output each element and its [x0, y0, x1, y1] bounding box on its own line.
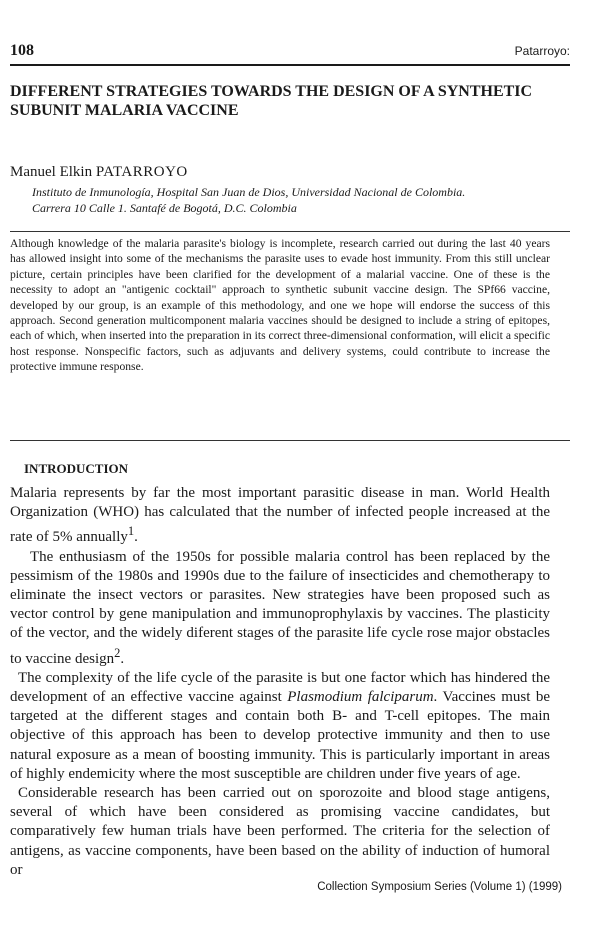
paragraph-3	[10, 669, 550, 784]
affiliation-line-2: Carrera 10 Calle 1. Santafé de Bogotá, D.C. Colombia	[32, 201, 297, 215]
paragraph-3-text-a: The complexity of the life cycle of the parasite is but one factor which has hindered the development of an effective vaccine against	[10, 669, 550, 706]
citation-2: 2	[114, 645, 121, 660]
paragraph-2	[10, 548, 550, 669]
page-header	[10, 42, 570, 64]
section-heading-introduction: INTRODUCTION	[24, 461, 129, 476]
abstract-bottom-rule	[10, 440, 570, 441]
author-last-name: PATARROYO	[95, 164, 188, 180]
citation-1: 1	[127, 524, 135, 539]
paragraph-2-text: The enthusiasm of the 1950s for possible malaria control has been replaced by the pessimism of the 1980s and 1990s due to the failure of insecticides and chemotherapy to eliminate the insect vectors or parasites. New strategies have been proposed such as vector control by gene manipulation and immunoprophylaxis by vaccines. The plasticity of the vector, and the widely diferent stages of the parasite life cycle rose major obstacles to vaccine design	[10, 548, 550, 667]
paragraph-2-end: .	[120, 650, 125, 667]
introduction-body	[10, 484, 550, 880]
abstract: Although knowledge of the malaria parasite's biology is incomplete, research carried out during the last 40 years has allowed insight into some of the mechanisms the parasite uses to evade host immunity. From this still unclear picture, certain principles have been clarified for the development of a malarial vaccine. One of these is the necessity to adopt an "antigenic cocktail" approach to synthetic subunit vaccine design. The SPf66 vaccine, developed by our group, is an example of this methodology, and one we hope will endorse the success of this approach. Second generation multicomponent malaria vaccines should be designed to include a string of epitopes, each of which, when inserted into the preparation in its correct three-dimensional conformation, will elicit a specific host response. Nonspecific factors, such as adjuvants and delivery systems, could contribute to increase the protective immune response.	[10, 237, 550, 374]
abstract-top-rule	[10, 231, 570, 232]
title-line-1: DIFFERENT STRATEGIES TOWARDS THE DESIGN OF A SYNTHETIC	[10, 83, 533, 100]
page-number: 108	[10, 42, 34, 59]
author-affiliation	[32, 184, 552, 216]
paragraph-1	[10, 484, 550, 548]
paragraph-1-text: Malaria represents by far the most important parasitic disease in man. World Health Organization (WHO) has calculated that the number of infected people increased at the rate of 5% annually	[10, 485, 550, 546]
affiliation-line-1: Instituto de Inmunología, Hospital San Juan de Dios, Universidad Nacional de Colombia.	[32, 185, 466, 199]
species-name: Plasmodium falciparum	[287, 689, 434, 706]
author-first-name: Manuel Elkin	[10, 164, 93, 180]
running-head: Patarroyo:	[514, 44, 570, 58]
paragraph-1-end: .	[134, 529, 138, 546]
header-rule	[10, 64, 570, 66]
author-name	[10, 164, 188, 181]
title-line-2: SUBUNIT MALARIA VACCINE	[10, 102, 239, 119]
article-title	[10, 82, 550, 120]
paragraph-3-text-b: . Vaccines must be targeted at the different stages and contain both B- and T-cell epitopes. The main objective of this approach has been to develop protective immunity and then to use natural exposure as a mean of boosting immunity. This is particularly important in areas of highly endemicity where the most susceptible are children under five years of age.	[10, 689, 550, 782]
page-footer: Collection Symposium Series (Volume 1) (1999)	[317, 881, 562, 893]
paragraph-4: Considerable research has been carried out on sporozoite and blood stage antigens, several of which have been considered as promising vaccine candidates, but comparatively few human trials have been performed. The criteria for the selection of antigens, as vaccine components, have been based on the ability of induction of humoral or	[10, 785, 550, 878]
